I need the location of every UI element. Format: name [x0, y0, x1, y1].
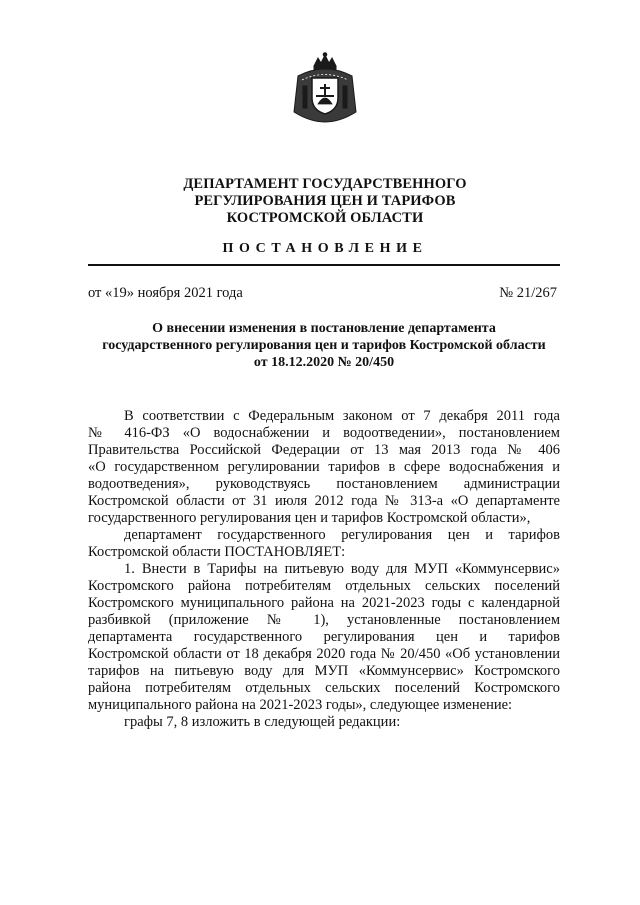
- department-name-line-1: ДЕПАРТАМЕНТ ГОСУДАРСТВЕННОГО: [183, 176, 467, 192]
- body-line-6: Костромской области от 31 июля 2012 года № 313-а «О департаменте: [88, 493, 560, 509]
- body-line-2: № 416-ФЗ «О водоснабжении и водоотведении», постановлением: [88, 425, 560, 441]
- body-line-11: Костромского района потребителям отдельных сельских поселений: [88, 578, 560, 594]
- body-line-12: Костромского муниципального района на 2021-2023 годы с календарной: [88, 595, 560, 611]
- body-line-7: государственного регулирования цен и тарифов Костромской области»,: [88, 510, 531, 526]
- department-name-line-2: РЕГУЛИРОВАНИЯ ЦЕН И ТАРИФОВ: [194, 193, 456, 209]
- coat-of-arms-emblem: [290, 52, 360, 124]
- document-type-heading: ПОСТАНОВЛЕНИЕ: [222, 241, 428, 256]
- body-line-3: Правительства Российской Федерации от 13 мая 2013 года № 406: [88, 442, 560, 458]
- subject-line-2: государственного регулирования цен и тарифов Костромской области: [102, 338, 546, 353]
- body-line-19: графы 7, 8 изложить в следующей редакции:: [124, 714, 401, 730]
- body-line-17: района потребителям отдельных сельских поселений Костромского: [88, 680, 560, 696]
- body-line-9: Костромской области ПОСТАНОВЛЯЕТ:: [88, 544, 346, 560]
- document-number: № 21/267: [499, 285, 557, 301]
- body-line-10: 1. Внести в Тарифы на питьевую воду для МУП «Коммунсервис»: [124, 561, 560, 577]
- subject-line-1: О внесении изменения в постановление департамента: [152, 321, 496, 336]
- body-line-1: В соответствии с Федеральным законом от 7 декабря 2011 года: [124, 408, 560, 424]
- body-line-13: разбивкой (приложение № 1), установленные постановлением: [88, 612, 560, 628]
- body-line-18: муниципального района на 2021-2023 годы», следующее изменение:: [88, 697, 513, 713]
- body-line-8: департамент государственного регулирования цен и тарифов: [124, 527, 560, 543]
- body-line-16: тарифов на питьевую воду для МУП «Коммунсервис» Костромского: [88, 663, 560, 679]
- department-name-line-3: КОСТРОМСКОЙ ОБЛАСТИ: [226, 210, 424, 226]
- document-date: от «19» ноября 2021 года: [88, 285, 243, 301]
- body-line-14: департамента государственного регулирования цен и тарифов: [88, 629, 560, 645]
- body-line-4: «О государственном регулировании тарифов в сфере водоснабжения и: [88, 459, 560, 475]
- subject-line-3: от 18.12.2020 № 20/450: [253, 355, 395, 370]
- header-divider: [88, 264, 560, 266]
- body-line-5: водоотведения», руководствуясь постановлением администрации: [88, 476, 560, 492]
- body-line-15: Костромской области от 18 декабря 2020 года № 20/450 «Об установлении: [88, 646, 560, 662]
